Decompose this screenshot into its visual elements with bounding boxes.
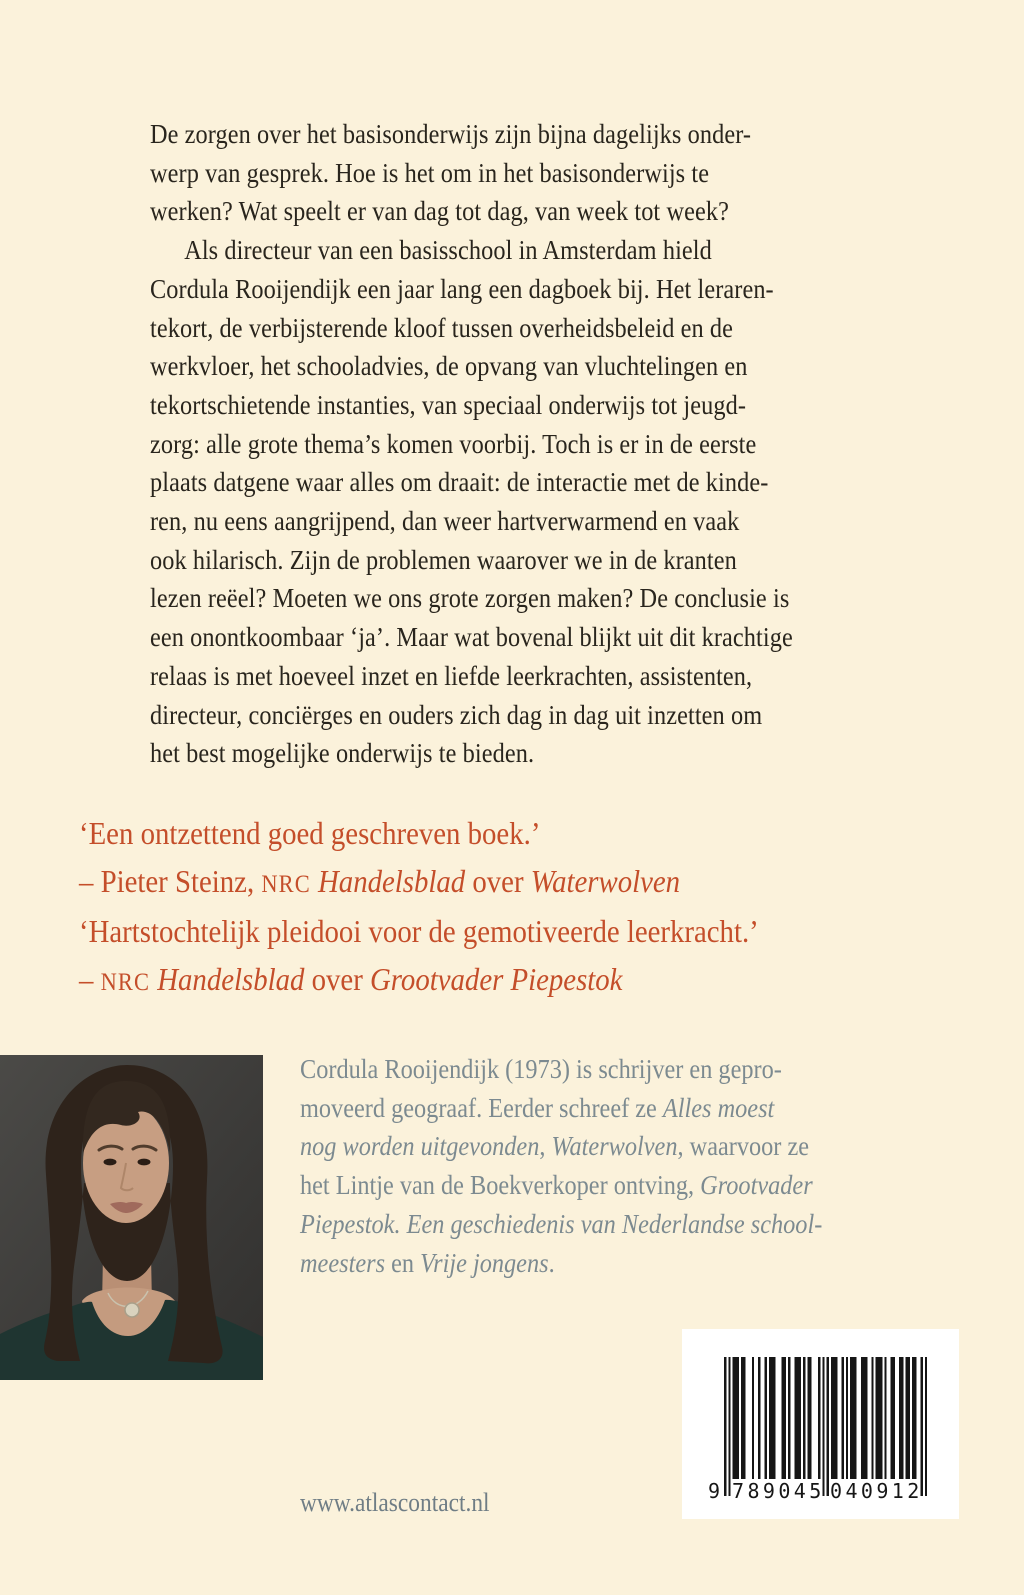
text-line: het best mogelijke onderwijs te bieden.	[150, 738, 535, 769]
press-quotes	[79, 810, 759, 1006]
text-line: plaats datgene waar alles om draait: de interactie met de kinde-	[150, 467, 769, 498]
text-line: ren, nu eens aangrijpend, dan weer hartverwarmend en vaak	[150, 506, 740, 537]
text-line: het Lintje van de Boekverkoper ontving, Grootvader	[300, 1170, 813, 1201]
text-line: directeur, conciërges en ouders zich dag in dag uit inzetten om	[150, 699, 763, 730]
barcode-digit-group2: 040912	[830, 1479, 923, 1503]
text-line: ‘Hartstochtelijk pleidooi voor de gemotiveerde leerkracht.’	[79, 913, 759, 950]
text-line: Cordula Rooijendijk (1973) is schrijver en gepro-	[300, 1054, 782, 1084]
text-line: meesters en Vrije jongens.	[300, 1247, 555, 1278]
text-line: – NRC Handelsblad over Grootvader Piepestok	[79, 960, 623, 997]
text-line: ‘Een ontzettend goed geschreven boek.’	[79, 815, 541, 851]
publisher-website: www.atlascontact.nl	[300, 1488, 490, 1517]
text-line: nog worden uitgevonden, Waterwolven, waarvoor ze	[300, 1131, 810, 1162]
text-line: De zorgen over het basisonderwijs zijn bijna dagelijks onder-	[150, 119, 752, 149]
text-line: moveerd geograaf. Eerder schreef ze Alles moest	[300, 1092, 775, 1123]
text-line: werkvloer, het schooladvies, de opvang van vluchtelingen en	[150, 351, 748, 382]
barcode-digit-group1: 789045	[732, 1479, 825, 1503]
author-photo	[0, 1055, 263, 1380]
text-line: ook hilarisch. Zijn de problemen waarover we in de kranten	[150, 544, 737, 575]
text-line: Cordula Rooijendijk een jaar lang een dagboek bij. Het leraren-	[150, 273, 774, 304]
text-line: lezen reëel? Moeten we ons grote zorgen maken? De conclusie is	[150, 583, 790, 614]
text-line: tekort, de verbijsterende kloof tussen overheidsbeleid en de	[150, 312, 734, 343]
book-description	[150, 115, 793, 773]
author-bio	[300, 1050, 822, 1282]
text-line: een onontkoombaar ‘ja’. Maar wat bovenal blijkt uit dit krachtige	[150, 622, 793, 653]
text-line: – Pieter Steinz, NRC Handelsblad over Waterwolven	[79, 862, 681, 899]
text-line: relaas is met hoeveel inzet en liefde leerkrachten, assistenten,	[150, 660, 753, 691]
text-line: tekortschietende instanties, van speciaal onderwijs tot jeugd-	[150, 389, 747, 420]
text-line: zorg: alle grote thema’s komen voorbij. Toch is er in de eerste	[150, 428, 757, 459]
text-line: Piepestok. Een geschiedenis van Nederlandse school-	[300, 1208, 823, 1239]
barcode-digits	[682, 1479, 959, 1505]
barcode	[682, 1329, 959, 1519]
text-line: werp van gesprek. Hoe is het om in het basisonderwijs te	[150, 157, 710, 188]
author-portrait-illustration	[0, 1055, 263, 1380]
text-line: werken? Wat speelt er van dag tot dag, van week tot week?	[150, 196, 729, 227]
text-line: Als directeur van een basisschool in Amsterdam hield	[184, 235, 712, 266]
barcode-digit-left: 9	[707, 1479, 720, 1503]
barcode-bars	[724, 1357, 927, 1497]
